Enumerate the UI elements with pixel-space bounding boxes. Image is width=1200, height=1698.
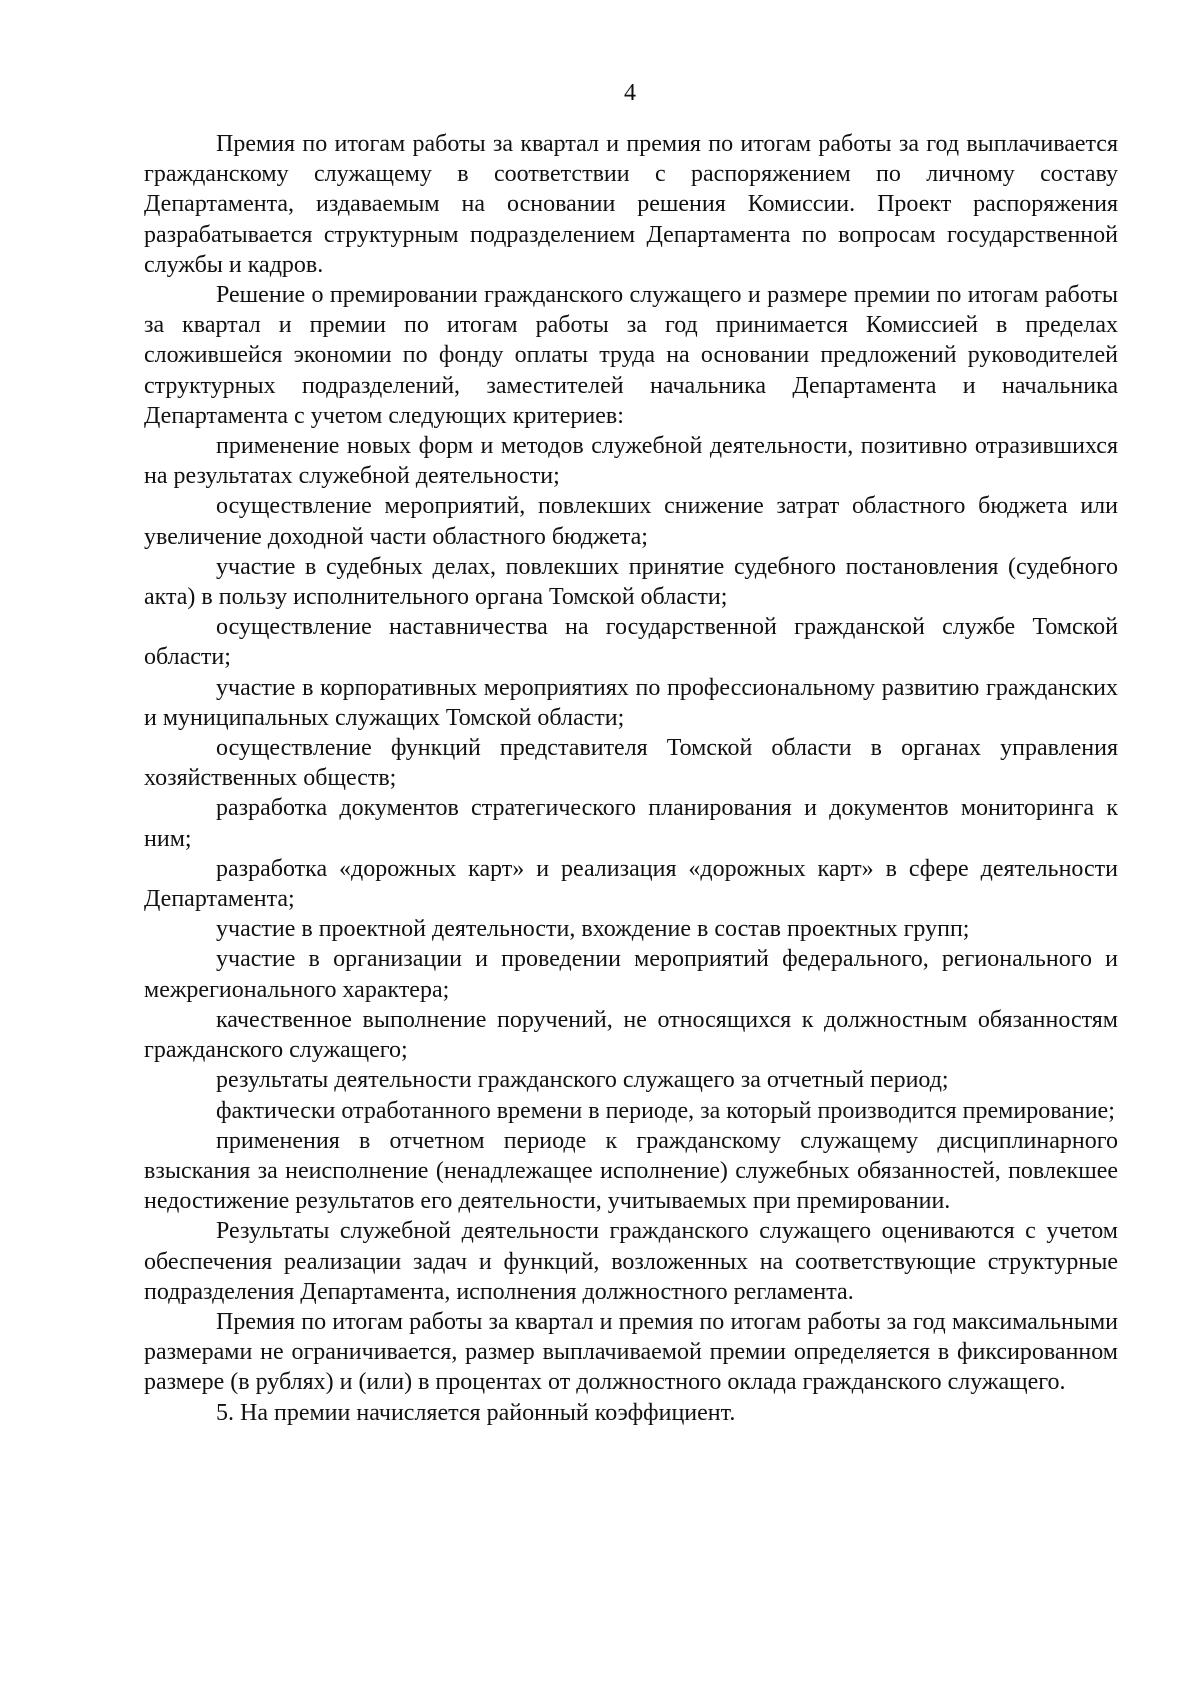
criterion-budget-savings: осуществление мероприятий, повлекших снижение затрат областного бюджета или увеличение доходной части областного бюджета; bbox=[144, 493, 1118, 550]
criterion-mentoring: осуществление наставничества на государственной гражданской службе Томской области; bbox=[144, 614, 1118, 671]
page-number: 4 bbox=[624, 80, 636, 106]
criterion-worked-time: фактически отработанного времени в периоде, за который производится премирование; bbox=[216, 1097, 1115, 1124]
criterion-event-organization: участие в организации и проведении мероприятий федерального, регионального и межрегионального характера; bbox=[144, 946, 1118, 1003]
criterion-extra-assignments: качественное выполнение поручений, не относящихся к должностным обязанностям гражданского служащего; bbox=[144, 1006, 1118, 1064]
document-body bbox=[144, 129, 1118, 1428]
paragraph-results-evaluation: Результаты служебной деятельности гражданского служащего оцениваются с учетом обеспечения реализации задач и функций, возложенных на соответствующие структурные подразделения Департамента, исполнения должностного регламента. bbox=[144, 1218, 1118, 1305]
criterion-strategic-documents: разработка документов стратегического планирования и документов мониторинга к ним; bbox=[144, 795, 1118, 852]
criterion-roadmaps: разработка «дорожных карт» и реализация «дорожных карт» в сфере деятельности Департамента; bbox=[144, 855, 1118, 913]
criterion-representative-functions: осуществление функций представителя Томской области в органах управления хозяйственных обществ; bbox=[144, 735, 1118, 792]
criterion-new-methods: применение новых форм и методов служебной деятельности, позитивно отразившихся на результатах служебной деятельности; bbox=[144, 433, 1118, 490]
paragraph-bonus-amount: Премия по итогам работы за квартал и премия по итогам работы за год максимальными размерами не ограничивается, размер выплачиваемой премии определяется в фиксированном размере (в рублях) и (или) в процентах от должностного оклада гражданского служащего. bbox=[144, 1308, 1118, 1396]
paragraph-regional-coefficient: 5. На премии начисляется районный коэффициент. bbox=[216, 1399, 736, 1426]
criterion-period-results: результаты деятельности гражданского служащего за отчетный период; bbox=[216, 1067, 949, 1094]
criterion-corporate-events: участие в корпоративных мероприятиях по профессиональному развитию гражданских и муниципальных служащих Томской области; bbox=[144, 674, 1118, 731]
paragraph-bonus-decision: Решение о премировании гражданского служащего и размере премии по итогам работы за квартал и премии по итогам работы за год принимается Комиссией в пределах сложившейся экономии по фонду оплаты труда на основании предложений руководителей структурных подразделений, заместителей начальника Департамента и начальника Департамента с учетом следующих критериев: bbox=[144, 282, 1118, 429]
criterion-court-cases: участие в судебных делах, повлекших принятие судебного постановления (судебного акта) в пользу исполнительного органа Томской области; bbox=[144, 553, 1118, 611]
criterion-disciplinary-action: применения в отчетном периоде к гражданскому служащему дисциплинарного взыскания за неисполнение (ненадлежащее исполнение) служебных обязанностей, повлекшее недостижение результатов его деятельности, учитываемых при премировании. bbox=[144, 1127, 1118, 1215]
criterion-project-activity: участие в проектной деятельности, вхождение в состав проектных групп; bbox=[216, 916, 970, 943]
paragraph-quarterly-bonus-payment: Премия по итогам работы за квартал и премия по итогам работы за год выплачивается гражданскому служащему в соответствии с распоряжением по личному составу Департамента, издаваемым на основании решения Комиссии. Проект распоряжения разрабатывается структурным подразделением Департамента по вопросам государственной службы и кадров. bbox=[144, 131, 1118, 278]
